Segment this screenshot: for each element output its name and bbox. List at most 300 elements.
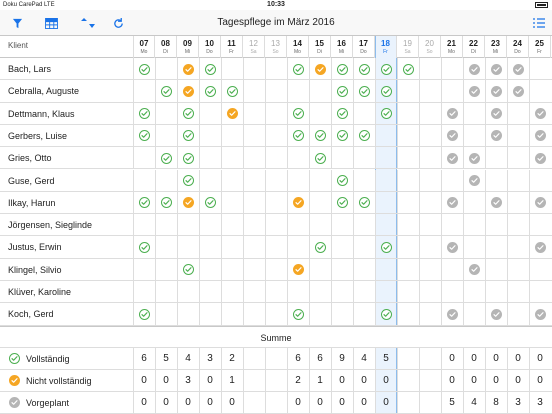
planned-check-icon[interactable] (491, 197, 502, 208)
complete-check-icon[interactable] (381, 309, 392, 320)
complete-check-icon[interactable] (205, 64, 216, 75)
column-divider (243, 303, 265, 325)
incomplete-check-icon[interactable] (183, 197, 194, 208)
incomplete-check-icon[interactable] (293, 264, 304, 275)
column-divider (199, 147, 221, 169)
column-divider (177, 281, 199, 303)
client-name: Dettmann, Klaus (8, 108, 75, 119)
complete-check-icon[interactable] (139, 130, 150, 141)
day-number: 15 (315, 39, 324, 48)
summary-header (0, 326, 552, 348)
column-divider (441, 259, 463, 281)
column-divider (529, 80, 551, 102)
planned-check-icon[interactable] (447, 153, 458, 164)
day-header-12[interactable] (243, 36, 265, 58)
day-header-20[interactable] (419, 36, 441, 58)
column-divider (309, 170, 331, 192)
column-divider (133, 259, 155, 281)
column-divider (265, 259, 287, 281)
column-divider (265, 303, 287, 325)
complete-check-icon[interactable] (359, 197, 370, 208)
column-divider (397, 103, 419, 125)
complete-check-icon[interactable] (337, 64, 348, 75)
client-name: Ilkay, Harun (8, 197, 56, 208)
list-icon[interactable] (531, 15, 547, 31)
complete-check-icon[interactable] (183, 264, 194, 275)
column-divider (419, 80, 441, 102)
client-name: Guse, Gerd (8, 175, 55, 186)
weekday-label: Fr (383, 49, 388, 55)
incomplete-legend-icon (9, 375, 20, 386)
weekday-label: Mo (294, 49, 301, 55)
complete-check-icon[interactable] (183, 153, 194, 164)
day-header-09[interactable] (177, 36, 199, 58)
column-divider (419, 125, 441, 147)
client-name: Cebralla, Auguste (8, 86, 80, 97)
column-divider (397, 192, 419, 214)
column-divider (199, 236, 221, 258)
column-divider (309, 103, 331, 125)
column-divider (331, 147, 353, 169)
column-divider (265, 170, 287, 192)
column-divider (309, 303, 331, 325)
column-divider (265, 80, 287, 102)
complete-check-icon[interactable] (183, 108, 194, 119)
column-divider (155, 259, 177, 281)
planned-check-icon[interactable] (491, 64, 502, 75)
complete-check-icon[interactable] (359, 64, 370, 75)
day-number: 10 (205, 39, 214, 48)
complete-check-icon[interactable] (315, 242, 326, 253)
summary-value: 5 (449, 396, 455, 408)
complete-check-icon[interactable] (139, 242, 150, 253)
column-divider (397, 392, 419, 414)
column-divider (507, 281, 529, 303)
complete-check-icon[interactable] (139, 64, 150, 75)
summary-label: Vollständig (26, 353, 70, 364)
column-divider (199, 170, 221, 192)
column-divider (309, 214, 331, 236)
page-title: Tagespflege im März 2016 (217, 17, 335, 28)
day-header-08[interactable] (155, 36, 177, 58)
complete-check-icon[interactable] (381, 86, 392, 97)
column-divider (441, 214, 463, 236)
day-header-21[interactable] (441, 36, 463, 58)
column-divider (221, 236, 243, 258)
weekday-label: Mi (184, 49, 191, 55)
complete-check-icon[interactable] (381, 242, 392, 253)
column-divider (485, 170, 507, 192)
column-divider (441, 58, 463, 80)
column-divider (419, 147, 441, 169)
complete-check-icon[interactable] (337, 130, 348, 141)
client-name: Gerbers, Luise (8, 130, 68, 141)
column-divider (397, 303, 419, 325)
day-header-19[interactable] (397, 36, 419, 58)
column-divider (419, 370, 441, 392)
client-name: Justus, Erwin (8, 242, 62, 253)
summary-value: 0 (383, 374, 389, 386)
weekday-label: So (272, 49, 279, 55)
column-divider (353, 170, 375, 192)
summary-value: 0 (185, 396, 191, 408)
column-divider (221, 58, 243, 80)
incomplete-check-icon[interactable] (227, 108, 238, 119)
column-divider (243, 192, 265, 214)
planned-check-icon[interactable] (535, 153, 546, 164)
complete-check-icon[interactable] (337, 197, 348, 208)
summary-value: 0 (163, 396, 169, 408)
column-divider (463, 214, 485, 236)
complete-check-icon[interactable] (381, 108, 392, 119)
planned-check-icon[interactable] (447, 108, 458, 119)
planned-check-icon[interactable] (447, 309, 458, 320)
complete-check-icon[interactable] (315, 130, 326, 141)
planned-check-icon[interactable] (491, 86, 502, 97)
day-header-11[interactable] (221, 36, 243, 58)
column-divider (155, 103, 177, 125)
status-bar (0, 0, 552, 10)
planned-check-icon[interactable] (513, 64, 524, 75)
column-divider (353, 214, 375, 236)
weekday-label: Mi (492, 49, 499, 55)
planned-check-icon[interactable] (535, 130, 546, 141)
column-divider (397, 147, 419, 169)
day-number: 25 (535, 39, 544, 48)
column-divider (485, 147, 507, 169)
column-divider (133, 281, 155, 303)
summary-value: 0 (471, 352, 477, 364)
column-divider (243, 58, 265, 80)
summary-value: 0 (515, 374, 521, 386)
day-header-14[interactable] (287, 36, 309, 58)
planned-check-icon[interactable] (535, 108, 546, 119)
day-number: 08 (161, 39, 170, 48)
column-divider (309, 192, 331, 214)
summary-value: 0 (383, 396, 389, 408)
column-divider (507, 147, 529, 169)
column-divider (221, 147, 243, 169)
column-divider (133, 147, 155, 169)
column-divider (353, 236, 375, 258)
summary-value: 6 (141, 352, 147, 364)
weekday-label: Do (206, 49, 213, 55)
summary-label: Vorgeplant (26, 397, 70, 408)
summary-value: 6 (295, 352, 301, 364)
summary-value: 3 (515, 396, 521, 408)
column-divider (529, 58, 551, 80)
summary-value: 0 (537, 352, 543, 364)
column-divider (133, 214, 155, 236)
weekday-label: Di (163, 49, 168, 55)
incomplete-check-icon[interactable] (315, 64, 326, 75)
navigation-bar (0, 10, 552, 36)
incomplete-check-icon[interactable] (183, 64, 194, 75)
day-header-25[interactable] (529, 36, 551, 58)
column-divider (353, 303, 375, 325)
column-divider (265, 348, 287, 370)
complete-check-icon[interactable] (293, 64, 304, 75)
column-divider (529, 170, 551, 192)
planned-check-icon[interactable] (535, 309, 546, 320)
planned-check-icon[interactable] (447, 242, 458, 253)
complete-check-icon[interactable] (293, 309, 304, 320)
complete-check-icon[interactable] (381, 64, 392, 75)
client-name: Gries, Otto (8, 153, 52, 164)
column-divider (375, 147, 397, 169)
complete-legend-icon (9, 353, 20, 364)
complete-check-icon[interactable] (337, 86, 348, 97)
planned-check-icon[interactable] (535, 242, 546, 253)
column-divider (507, 259, 529, 281)
column-divider (155, 170, 177, 192)
day-header-23[interactable] (485, 36, 507, 58)
summary-value: 4 (361, 352, 367, 364)
complete-check-icon[interactable] (161, 197, 172, 208)
column-divider (529, 259, 551, 281)
column-divider (265, 125, 287, 147)
complete-check-icon[interactable] (205, 197, 216, 208)
planned-check-icon[interactable] (491, 309, 502, 320)
column-divider (419, 303, 441, 325)
column-divider (375, 214, 397, 236)
day-number: 23 (491, 39, 500, 48)
column-divider (353, 147, 375, 169)
column-divider (287, 214, 309, 236)
summary-value: 0 (493, 352, 499, 364)
summary-value: 5 (163, 352, 169, 364)
column-divider (375, 170, 397, 192)
column-divider (463, 303, 485, 325)
column-divider (133, 170, 155, 192)
column-divider (243, 392, 265, 414)
planned-check-icon[interactable] (469, 175, 480, 186)
day-header-17[interactable] (353, 36, 375, 58)
column-divider (155, 303, 177, 325)
column-divider (265, 236, 287, 258)
planned-check-icon[interactable] (469, 86, 480, 97)
planned-check-icon[interactable] (535, 197, 546, 208)
column-divider (397, 170, 419, 192)
column-divider (375, 259, 397, 281)
column-divider (485, 281, 507, 303)
summary-value: 0 (449, 374, 455, 386)
weekday-label: Mi (338, 49, 345, 55)
column-divider (441, 281, 463, 303)
summary-value: 0 (515, 352, 521, 364)
day-number: 20 (425, 39, 434, 48)
column-divider (265, 103, 287, 125)
day-number: 24 (513, 39, 522, 48)
summary-value: 3 (537, 396, 543, 408)
column-divider (485, 214, 507, 236)
weekday-label: Sa (250, 49, 257, 55)
day-number: 09 (183, 39, 192, 48)
weekday-label: Di (471, 49, 476, 55)
complete-check-icon[interactable] (227, 86, 238, 97)
planned-check-icon[interactable] (491, 130, 502, 141)
complete-check-icon[interactable] (337, 175, 348, 186)
day-number: 19 (403, 39, 412, 48)
planned-check-icon[interactable] (469, 64, 480, 75)
complete-check-icon[interactable] (337, 108, 348, 119)
column-divider (331, 259, 353, 281)
column-divider (419, 170, 441, 192)
client-name: Jörgensen, Sieglinde (8, 220, 93, 231)
column-divider (397, 236, 419, 258)
client-name: Koch, Gerd (8, 309, 54, 320)
complete-check-icon[interactable] (183, 175, 194, 186)
weekday-label: So (426, 49, 433, 55)
complete-check-icon[interactable] (183, 130, 194, 141)
column-divider (243, 125, 265, 147)
column-divider (419, 259, 441, 281)
day-header-07[interactable] (133, 36, 155, 58)
column-divider (507, 236, 529, 258)
complete-check-icon[interactable] (161, 153, 172, 164)
column-divider (287, 236, 309, 258)
day-number: 18 (381, 39, 390, 48)
column-divider (507, 103, 529, 125)
day-number: 14 (293, 39, 302, 48)
planned-check-icon[interactable] (469, 153, 480, 164)
complete-check-icon[interactable] (359, 86, 370, 97)
column-divider (243, 236, 265, 258)
weekday-label: Do (514, 49, 521, 55)
carrier-label: Doku CarePad LTE (3, 2, 55, 8)
column-divider (287, 170, 309, 192)
summary-value: 0 (295, 396, 301, 408)
summary-value: 0 (339, 396, 345, 408)
column-divider (243, 170, 265, 192)
column-divider (221, 259, 243, 281)
planned-check-icon[interactable] (513, 86, 524, 97)
day-header-24[interactable] (507, 36, 529, 58)
complete-check-icon[interactable] (139, 309, 150, 320)
column-divider (155, 236, 177, 258)
column-divider (507, 214, 529, 236)
column-divider (375, 192, 397, 214)
column-divider (331, 236, 353, 258)
column-divider (265, 192, 287, 214)
summary-value: 0 (361, 374, 367, 386)
column-divider (529, 214, 551, 236)
column-divider (221, 214, 243, 236)
day-number: 07 (139, 39, 149, 48)
complete-check-icon[interactable] (293, 108, 304, 119)
planned-check-icon[interactable] (447, 130, 458, 141)
planned-check-icon[interactable] (469, 264, 480, 275)
column-divider (463, 281, 485, 303)
summary-value: 0 (493, 374, 499, 386)
weekday-label: Di (317, 49, 322, 55)
summary-value: 1 (229, 374, 235, 386)
column-divider (243, 259, 265, 281)
column-divider (243, 147, 265, 169)
summary-value: 3 (207, 352, 213, 364)
column-divider (309, 281, 331, 303)
column-divider (507, 170, 529, 192)
summary-value: 0 (141, 396, 147, 408)
column-divider (441, 170, 463, 192)
client-name: Klingel, Silvio (8, 264, 62, 275)
weekday-label: Mo (448, 49, 455, 55)
column-divider (331, 303, 353, 325)
column-divider (353, 103, 375, 125)
summary-value: 0 (207, 396, 213, 408)
complete-check-icon[interactable] (359, 130, 370, 141)
column-divider (133, 80, 155, 102)
complete-check-icon[interactable] (403, 64, 414, 75)
day-header-13[interactable] (265, 36, 287, 58)
day-number: 22 (469, 39, 478, 48)
incomplete-check-icon[interactable] (183, 86, 194, 97)
summary-title: Summe (260, 332, 292, 343)
summary-value: 0 (339, 374, 345, 386)
column-divider (265, 281, 287, 303)
complete-check-icon[interactable] (161, 86, 172, 97)
column-divider (221, 170, 243, 192)
weekday-label: Sa (404, 49, 411, 55)
column-divider (419, 103, 441, 125)
day-header-10[interactable] (199, 36, 221, 58)
complete-check-icon[interactable] (315, 153, 326, 164)
summary-value: 0 (163, 374, 169, 386)
column-divider (331, 214, 353, 236)
summary-value: 5 (383, 352, 389, 364)
weekday-label: Fr (537, 49, 542, 55)
summary-value: 2 (229, 352, 235, 364)
column-divider (419, 281, 441, 303)
column-divider (287, 80, 309, 102)
column-divider (419, 348, 441, 370)
summary-value: 4 (185, 352, 191, 364)
day-header-15[interactable] (309, 36, 331, 58)
column-divider (397, 370, 419, 392)
column-divider (419, 58, 441, 80)
weekday-label: Do (360, 49, 367, 55)
column-divider (419, 214, 441, 236)
client-name: Klüver, Karoline (8, 287, 72, 297)
planned-check-icon[interactable] (491, 108, 502, 119)
column-divider (375, 125, 397, 147)
column-divider (199, 214, 221, 236)
column-divider (419, 392, 441, 414)
planned-check-icon[interactable] (447, 197, 458, 208)
column-divider (243, 214, 265, 236)
day-header-18[interactable] (375, 36, 397, 58)
summary-value: 0 (229, 396, 235, 408)
column-divider (199, 125, 221, 147)
complete-check-icon[interactable] (205, 86, 216, 97)
summary-value: 0 (449, 352, 455, 364)
complete-check-icon[interactable] (293, 130, 304, 141)
day-number: 11 (227, 39, 236, 48)
day-number: 12 (249, 39, 258, 48)
day-number: 17 (359, 39, 368, 48)
column-divider (507, 303, 529, 325)
day-header-22[interactable] (463, 36, 485, 58)
summary-value: 0 (471, 374, 477, 386)
column-divider (485, 259, 507, 281)
complete-check-icon[interactable] (139, 108, 150, 119)
summary-value: 0 (361, 396, 367, 408)
column-divider (265, 370, 287, 392)
incomplete-check-icon[interactable] (293, 197, 304, 208)
summary-value: 3 (185, 374, 191, 386)
day-header-16[interactable] (331, 36, 353, 58)
complete-check-icon[interactable] (139, 197, 150, 208)
